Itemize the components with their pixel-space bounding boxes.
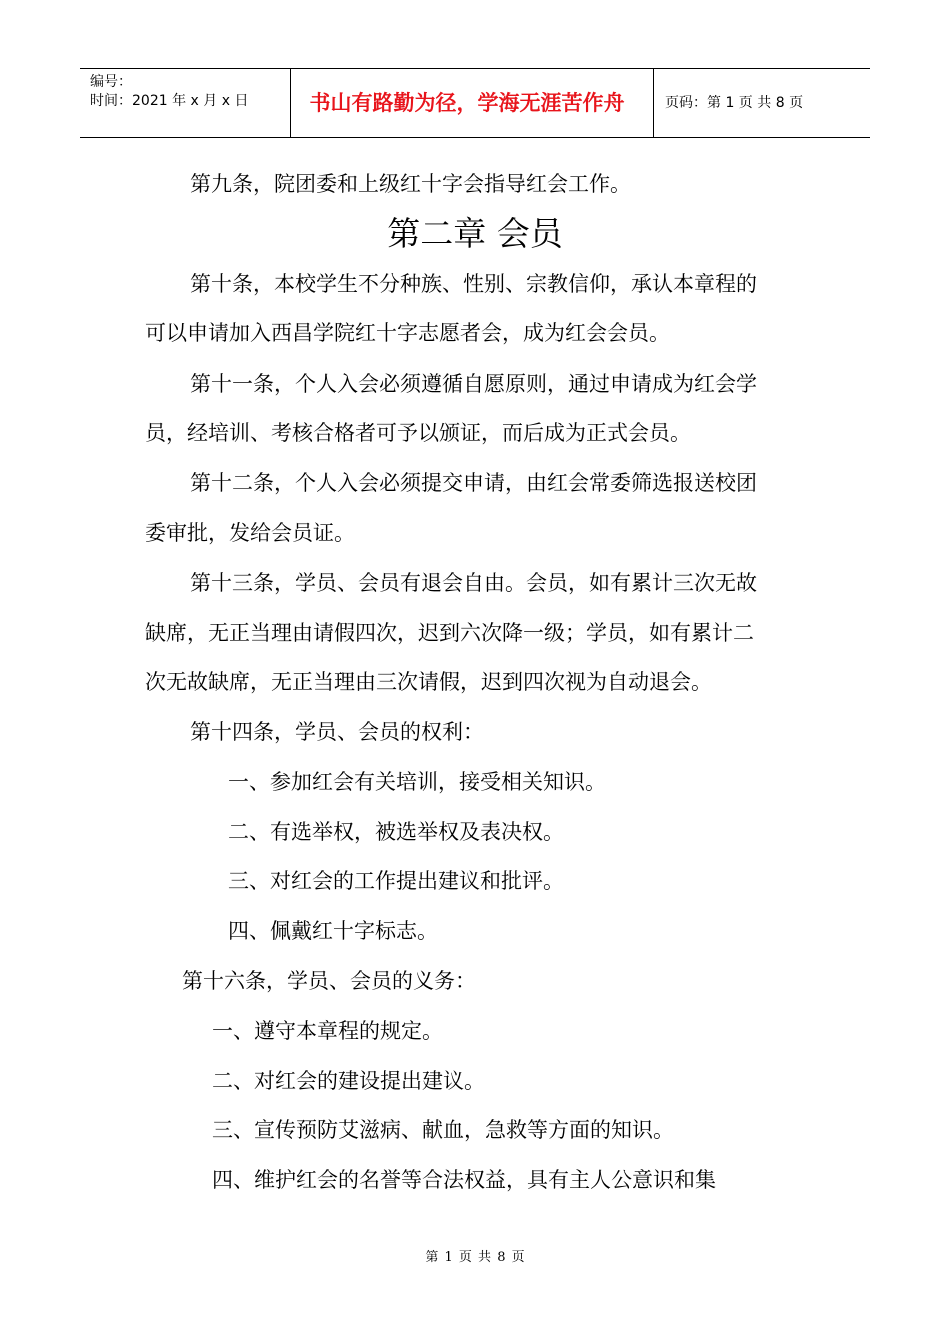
article-12-line-2: 委审批，发给会员证。: [145, 521, 355, 545]
article-9: 第九条，院团委和上级红十字会指导红会工作。: [190, 172, 631, 196]
rights-item-3: 三、对红会的工作提出建议和批评。: [228, 869, 564, 893]
article-13-line-2: 缺席，无正当理由请假四次，迟到六次降一级；学员，如有累计二: [145, 621, 754, 645]
header-meta-cell: [80, 69, 291, 137]
rights-item-4: 四、佩戴红十字标志。: [228, 919, 438, 943]
rights-item-2: 二、有选举权，被选举权及表决权。: [228, 820, 564, 844]
duties-item-4: 四、维护红会的名誉等合法权益，具有主人公意识和集: [212, 1168, 716, 1192]
article-10-line-1: 第十条，本校学生不分种族、性别、宗教信仰，承认本章程的: [190, 272, 757, 296]
number-label: 编号：: [90, 74, 132, 90]
date-label: 时间：2021 年 x 月 x 日: [90, 93, 249, 109]
article-11-line-1: 第十一条，个人入会必须遵循自愿原则，通过申请成为红会学: [190, 372, 757, 396]
article-11-line-2: 员，经培训、考核合格者可予以颁证，而后成为正式会员。: [145, 421, 691, 445]
duties-item-2: 二、对红会的建设提出建议。: [212, 1069, 485, 1093]
duties-item-1: 一、遵守本章程的规定。: [212, 1019, 443, 1043]
article-12-line-1: 第十二条，个人入会必须提交申请，由红会常委筛选报送校团: [190, 471, 757, 495]
header-table: [80, 68, 870, 138]
article-14: 第十四条，学员、会员的权利：: [190, 720, 484, 744]
header-motto: 书山有路勤为径，学海无涯苦作舟: [281, 69, 654, 137]
duties-item-3: 三、宣传预防艾滋病、献血，急救等方面的知识。: [212, 1118, 674, 1142]
article-13-line-3: 次无故缺席，无正当理由三次请假，迟到四次视为自动退会。: [145, 670, 712, 694]
header-page-info: 页码：第 1 页 共 8 页: [665, 95, 804, 111]
chapter-title: 第二章 会员: [387, 214, 563, 253]
article-13-line-1: 第十三条，学员、会员有退会自由。会员，如有累计三次无故: [190, 571, 757, 595]
article-16: 第十六条，学员、会员的义务：: [182, 969, 476, 993]
page-footer: 第 1 页 共 8 页: [425, 1250, 525, 1265]
rights-item-1: 一、参加红会有关培训，接受相关知识。: [228, 770, 606, 794]
article-10-line-2: 可以申请加入西昌学院红十字志愿者会，成为红会会员。: [145, 321, 670, 345]
